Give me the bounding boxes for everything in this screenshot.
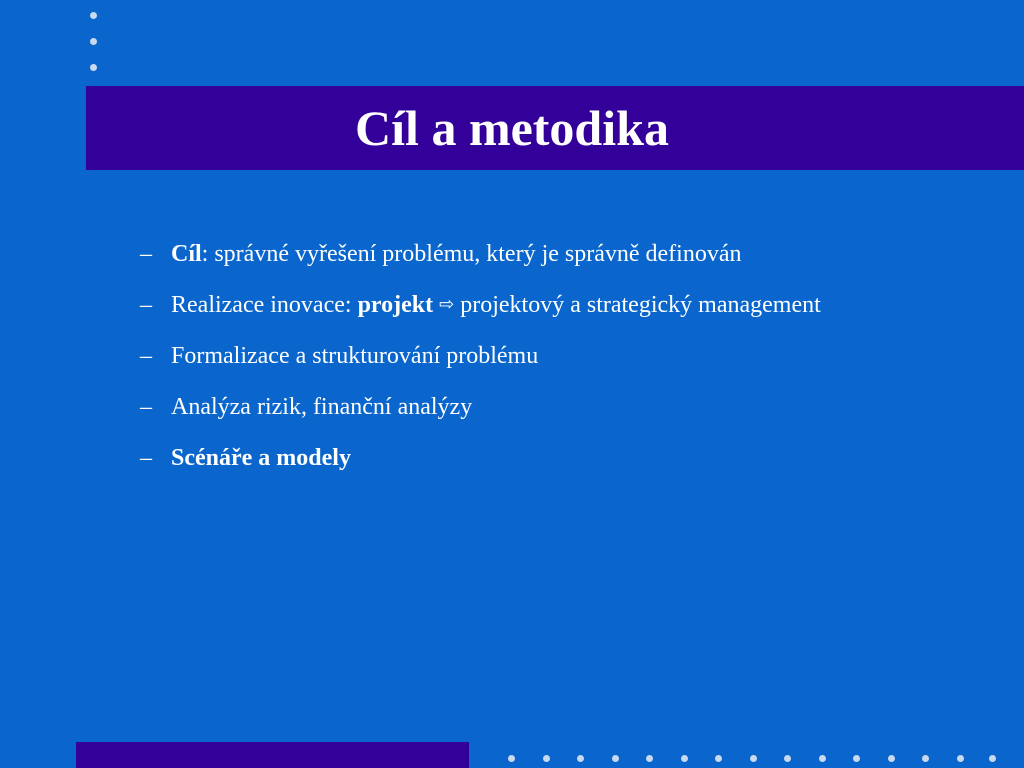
bullet-bold-lead: Cíl	[171, 241, 202, 267]
decorative-dot	[784, 755, 791, 762]
decorative-dot	[90, 64, 97, 71]
bullet-bold-scenarios: Scénáře a modely	[171, 445, 351, 471]
decorative-dot	[543, 755, 550, 762]
decorative-dot	[508, 755, 515, 762]
bullet-item-formalization	[140, 332, 900, 380]
bullet-dash: –	[140, 343, 152, 369]
bullet-text: Formalizace a strukturování problému	[171, 343, 539, 369]
decorative-dot	[90, 38, 97, 45]
decorative-dot	[612, 755, 619, 762]
decorative-dot	[853, 755, 860, 762]
bullet-dash: –	[140, 241, 152, 267]
decorative-dot	[989, 755, 996, 762]
bullet-list	[140, 230, 900, 485]
decorative-dot	[681, 755, 688, 762]
bullet-bold-project: projekt	[357, 292, 434, 318]
bullet-text-before: Realizace inovace:	[171, 292, 358, 318]
bullet-dash: –	[140, 394, 152, 420]
bullet-item-risk-analysis	[140, 383, 900, 431]
slide-title: Cíl a metodika	[355, 100, 669, 156]
decorative-dot	[577, 755, 584, 762]
decorative-dot	[750, 755, 757, 762]
decorative-dot	[819, 755, 826, 762]
decorative-dot	[646, 755, 653, 762]
decorative-dot	[922, 755, 929, 762]
bullet-item-innovation	[140, 281, 900, 329]
decorative-dot	[715, 755, 722, 762]
decorative-dot	[888, 755, 895, 762]
decorative-dot	[90, 12, 97, 19]
title-bar	[86, 86, 1024, 170]
bullet-item-goal	[140, 230, 900, 278]
bullet-text-after: projektový a strategický management	[454, 292, 821, 318]
bullet-text: : správné vyřešení problému, který je správně definován	[201, 241, 742, 267]
bottom-bar	[76, 742, 469, 768]
decorative-dot	[957, 755, 964, 762]
bullet-text: Analýza rizik, finanční analýzy	[171, 394, 473, 420]
right-arrow-icon: ⇨	[439, 294, 455, 315]
bullet-dash: –	[140, 445, 152, 471]
bullet-dash: –	[140, 292, 152, 318]
bullet-item-scenarios	[140, 434, 900, 482]
